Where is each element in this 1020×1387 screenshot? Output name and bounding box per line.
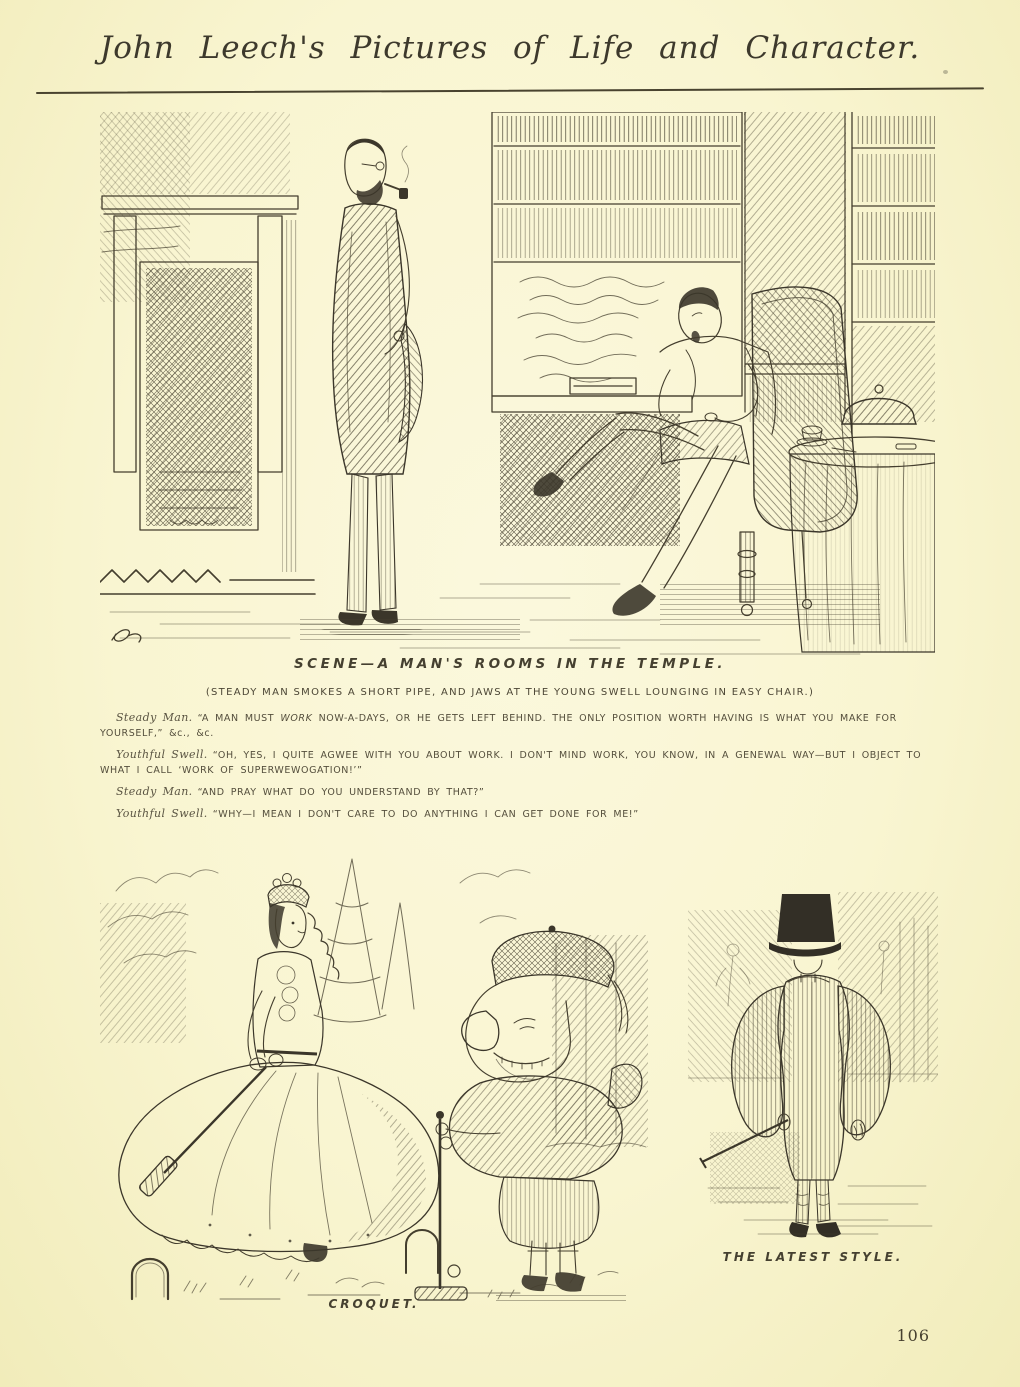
latest-style-illustration: [688, 882, 938, 1242]
croquet-ball: [448, 1265, 460, 1277]
page-title: John Leech's Pictures of Life and Character.: [99, 30, 921, 66]
croquet-gentleman-figure: [415, 926, 642, 1302]
mallet-head: [138, 1155, 179, 1198]
cap-toorie: [549, 926, 556, 933]
speaker-name: Youthful Swell.: [116, 807, 208, 820]
dialogue-line: [100, 747, 948, 778]
hat: [268, 885, 309, 907]
spectacles: [376, 162, 384, 170]
temple-rooms-scene-drawing: [100, 112, 935, 660]
fireplace: [100, 112, 315, 594]
bookcase-middle: [492, 112, 742, 546]
scan-speck: [943, 70, 948, 74]
page-number: 106: [896, 1326, 930, 1345]
croquet-illustration: [100, 843, 648, 1303]
dialogue-line: [100, 806, 948, 822]
boot: [789, 1222, 809, 1237]
dialogue-emphasis: WORK: [280, 713, 313, 724]
jacket: [450, 1076, 623, 1179]
croquet-scene-drawing: [100, 843, 648, 1303]
speaker-name: Steady Man.: [116, 711, 193, 724]
knickerbockers: [499, 1177, 599, 1248]
hand-on-mallet: [440, 1137, 452, 1149]
main-cartoon-stage-direction: (STEADY MAN SMOKES A SHORT PIPE, AND JAWS AT THE YOUNG SWELL LOUNGING IN EASY CHAIR.): [205, 687, 815, 698]
slipper: [612, 584, 656, 616]
boot: [303, 1243, 327, 1262]
main-cartoon-illustration: [100, 112, 935, 660]
croquet-hoops: [132, 1230, 460, 1299]
boot: [555, 1272, 585, 1291]
dialogue-text: “A MAN MUST: [197, 713, 281, 724]
boot: [522, 1275, 548, 1291]
pipe-smoke: [402, 146, 409, 182]
latest-style-caption: THE LATEST STYLE.: [722, 1250, 904, 1264]
beard: [357, 180, 383, 205]
head: [672, 283, 728, 347]
dialogue-line: [100, 710, 948, 741]
hair: [346, 139, 385, 156]
fluffy-front: [277, 966, 298, 1021]
dialogue-block: [100, 710, 948, 828]
croquet-caption: CROQUET.: [328, 1297, 420, 1311]
dialogue-text: “WHY—I MEAN I DON'T CARE TO DO ANYTHING I CAN GET DONE FOR ME!”: [212, 809, 639, 820]
dialogue-text: “AND PRAY WHAT DO YOU UNDERSTAND BY THAT?”: [197, 787, 485, 798]
mallet-handle: [164, 1067, 266, 1173]
hem-ruffle: [162, 1235, 319, 1262]
trouser-leg: [347, 474, 368, 612]
fender: [100, 570, 315, 594]
pavement-hatch: [710, 1132, 800, 1204]
papers-scribble: [518, 277, 664, 382]
belt: [257, 1051, 317, 1054]
hand: [269, 1054, 283, 1066]
speaker-name: Youthful Swell.: [116, 748, 208, 761]
head-back: [794, 960, 822, 974]
ruffle-dots: [209, 1224, 370, 1243]
steady-man-figure: [320, 139, 424, 636]
bookcase-right: [852, 112, 935, 434]
main-cartoon-caption: SCENE—A MAN'S ROOMS IN THE TEMPLE.: [293, 656, 727, 672]
artist-monogram: [112, 630, 141, 642]
tablecloth: [790, 454, 935, 652]
boot: [816, 1222, 841, 1237]
big-nose: [462, 1011, 499, 1050]
fir-tree: [314, 859, 414, 1022]
skirt-shading: [340, 1093, 426, 1243]
trouser-leg: [816, 1180, 830, 1222]
pipe: [385, 184, 401, 190]
dialogue-text: NOW-A-DAYS, OR HE GETS LEFT BEHIND. THE ONLY POSITION WORTH HAVING IS WHAT YOU MAKE FOR YOURSELF,” &c., &c.: [100, 713, 897, 739]
skirt-folds: [212, 1071, 372, 1235]
dialogue-line: [100, 784, 948, 800]
header-rule: [36, 87, 984, 94]
frock-coat: [333, 204, 410, 474]
speaker-name: Steady Man.: [116, 785, 193, 798]
top-hat: [777, 894, 835, 942]
latest-style-drawing: [688, 882, 938, 1242]
dialogue-text: “OH, YES, I QUITE AGWEE WITH YOU ABOUT WORK. I DON'T MIND WORK, YOU KNOW, IN A GENEWAL WAY—BUT I OBJECT TO WHAT I CALL ‘WORK OF SUPERWEWOGATION!’”: [100, 750, 922, 776]
trouser-leg: [376, 474, 396, 610]
